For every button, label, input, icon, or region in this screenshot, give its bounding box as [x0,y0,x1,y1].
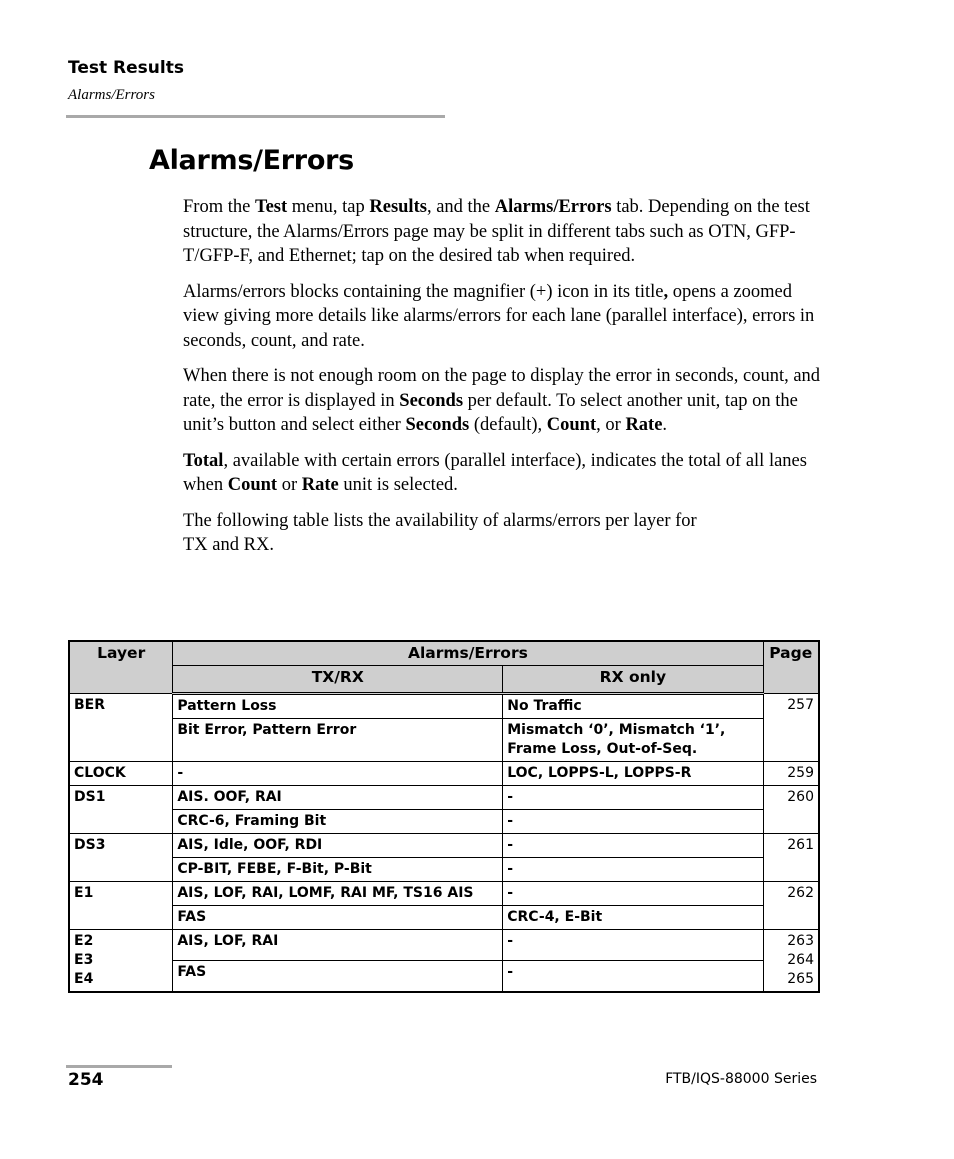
cell-page: 260 [763,786,819,834]
alarms-errors-table [68,640,820,993]
cell-rx-only: - [503,882,763,906]
cell-rx-only: CRC-4, E-Bit [503,906,763,930]
bold-term: Seconds [399,390,464,411]
cell-rx-only: - [503,960,763,992]
cell-layer: E1 [69,882,173,930]
cell-tx-rx: Bit Error, Pattern Error [173,719,503,762]
cell-rx-only: LOC, LOPPS-L, LOPPS-R [503,762,763,786]
text-run: per default. To select another unit, tap on the unit’s button and select either [183,390,798,435]
cell-layer: DS1 [69,786,173,834]
cell-page: 263 264 265 [763,930,819,993]
paragraph-magnifier [183,280,823,354]
cell-rx-only: - [503,810,763,834]
cell-tx-rx: CP-BIT, FEBE, F-Bit, P-Bit [173,858,503,882]
table-body [69,694,819,993]
cell-tx-rx: AIS, LOF, RAI, LOMF, RAI MF, TS16 AIS [173,882,503,906]
text-run: , or [596,415,626,435]
cell-layer: BER [69,694,173,762]
cell-layer: DS3 [69,834,173,882]
cell-tx-rx: FAS [173,906,503,930]
cell-tx-rx: - [173,762,503,786]
bold-term: Total [183,450,224,471]
header-page: Page [763,641,819,694]
header-alarms-errors: Alarms/Errors [173,641,763,666]
header-layer: Layer [69,641,173,694]
cell-rx-only: - [503,786,763,810]
bold-term: Rate [301,475,339,495]
bold-term: Seconds [405,415,470,435]
bold-term: Test [254,197,288,217]
cell-page: 259 [763,762,819,786]
text-run: , and the [426,197,495,217]
cell-tx-rx: AIS. OOF, RAI [173,786,503,810]
paragraph-intro [183,195,823,269]
cell-tx-rx: AIS, Idle, OOF, RDI [173,834,503,858]
bold-term: , [663,281,669,302]
running-header-subtitle: Alarms/Errors [68,87,155,103]
text-run: When there is not enough room on the page to display the error in seconds, count, and rate, the error is displayed in [183,366,821,411]
cell-page: 261 [763,834,819,882]
table-row [69,810,819,834]
paragraph-table-intro [183,509,823,558]
paragraph-units [183,364,823,438]
cell-layer: E2 E3 E4 [69,930,173,993]
cell-rx-only: - [503,858,763,882]
text-run: , available with certain errors (parallel interface), indicates the total of all lanes when [183,450,807,495]
cell-layer: CLOCK [69,762,173,786]
table-row [69,834,819,858]
paragraph-total [183,449,823,498]
table-row [69,694,819,719]
header-tx-rx: TX/RX [173,666,503,694]
table-row [69,906,819,930]
cell-rx-only: No Traffic [503,694,763,719]
text-run: . [662,415,668,435]
table-row [69,762,819,786]
cell-tx-rx: FAS [173,960,503,992]
text-run: unit is selected. [338,475,458,495]
header-rx-only: RX only [503,666,763,694]
product-series: FTB/IQS-88000 Series [665,1071,817,1087]
table-row [69,786,819,810]
table-row [69,960,819,992]
cell-tx-rx: AIS, LOF, RAI [173,930,503,961]
table-row [69,858,819,882]
bold-term: Count [546,415,597,435]
body-text [183,195,823,569]
cell-tx-rx: CRC-6, Framing Bit [173,810,503,834]
table-row [69,930,819,961]
text-run: The following table lists the availability of alarms/errors per layer for [183,510,697,531]
bold-term: Rate [625,415,663,435]
cell-rx-only: - [503,834,763,858]
text-run: or [277,475,302,495]
text-run: (default), [469,415,547,435]
header-rule [66,115,445,118]
bold-term: Count [227,475,278,495]
text-run: From the [183,197,255,217]
cell-tx-rx: Pattern Loss [173,694,503,719]
cell-rx-only: - [503,930,763,961]
page-number: 254 [68,1070,104,1090]
cell-page: 262 [763,882,819,930]
cell-page: 257 [763,694,819,762]
text-run: Alarms/errors blocks containing the magnifier (+) icon in its title [183,281,664,302]
table-row [69,719,819,762]
text-run: menu, tap [287,197,370,217]
bold-term: Results [369,197,427,217]
text-run: opens a zoomed view giving more details like alarms/errors for each lane (parallel interface), errors in seconds, count, and rate. [183,281,815,351]
text-run: tab. Depending on the test structure, the Alarms/Errors page may be split in different tabs such as OTN, GFP-T/GFP-F, and Ethernet; tap on the desired tab when required. [183,197,810,266]
bold-term: Alarms/Errors [494,197,612,217]
section-title: Alarms/Errors [149,145,354,176]
cell-rx-only: Mismatch ‘0’, Mismatch ‘1’, Frame Loss, Out-of-Seq. [503,719,763,762]
table-row [69,882,819,906]
footer-rule [66,1065,172,1068]
running-header-title: Test Results [68,58,184,78]
text-run: TX and RX. [183,535,274,555]
